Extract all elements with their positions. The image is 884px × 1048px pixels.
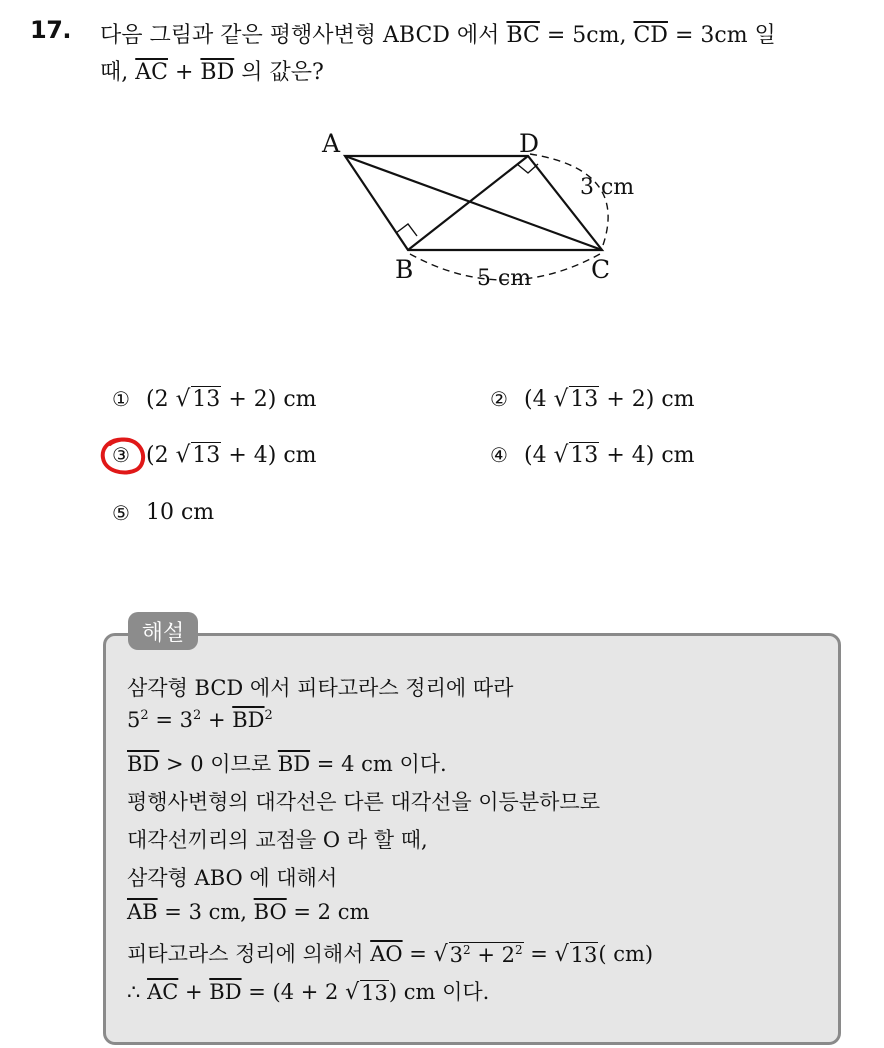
exponent: 2 bbox=[463, 943, 471, 957]
choice-2[interactable] bbox=[486, 386, 695, 412]
segment-bc: $\overline{BC}$ bbox=[506, 23, 540, 48]
sqrt-expression: √ 13 bbox=[553, 442, 599, 468]
segment-ac: $\overline{AC}$ bbox=[147, 980, 179, 1004]
sqrt-expression: √ 13 bbox=[345, 980, 388, 1005]
sqrt-expression: √ $3^2 + 2^2$ bbox=[433, 942, 523, 967]
exponent: 2 bbox=[140, 708, 149, 723]
vertex-label-b: B bbox=[395, 255, 414, 284]
segment-bd: $\overline{BD}$ bbox=[232, 708, 265, 732]
segment-bo: $\overline{BO}$ bbox=[253, 900, 287, 924]
sqrt-expression: √ 13 bbox=[175, 386, 221, 412]
radicand: 13 bbox=[192, 387, 221, 412]
choice-number: ① bbox=[112, 387, 130, 411]
bc-value: = 5cm, bbox=[546, 23, 627, 48]
segment-bd: $\overline{BD}$ bbox=[127, 752, 160, 776]
side-label-cd: 3 cm bbox=[580, 175, 635, 200]
choice-rest: + 4) cm bbox=[228, 442, 317, 468]
choice-rest: + 2) cm bbox=[606, 386, 695, 412]
text: ) cm 이다. bbox=[388, 980, 490, 1004]
explanation-line-7 bbox=[127, 900, 369, 924]
explanation-tab: 해설 bbox=[128, 612, 198, 650]
segment-bd: $\overline{BD}$ bbox=[209, 980, 242, 1004]
question-line-2 bbox=[100, 55, 324, 86]
text: 피타고라스 정리에 의해서 bbox=[127, 942, 364, 966]
segment-ao: $\overline{AO}$ bbox=[370, 942, 403, 966]
text: = 3 cm, bbox=[164, 900, 247, 924]
choice-open: (4 bbox=[524, 386, 547, 412]
sqrt-expression: √ 13 bbox=[553, 386, 599, 412]
plus-sign: + bbox=[174, 60, 194, 85]
choice-rest: + 2) cm bbox=[228, 386, 317, 412]
explanation-line-5: 대각선끼리의 교점을 O 라 할 때, bbox=[127, 828, 428, 852]
side-label-bc: 5 cm bbox=[477, 266, 532, 291]
text: = (4 + 2 bbox=[248, 980, 339, 1004]
question-suffix: 의 값은? bbox=[241, 60, 324, 85]
parallelogram-figure bbox=[300, 118, 660, 298]
question-prefix: 때, bbox=[100, 60, 129, 85]
question-line-1 bbox=[100, 18, 776, 49]
plus-sign: + bbox=[184, 980, 203, 1004]
choice-5[interactable] bbox=[108, 500, 214, 525]
choice-number: ④ bbox=[490, 443, 508, 467]
right-angle-mark-b bbox=[396, 224, 417, 236]
explanation-line-2 bbox=[127, 708, 273, 732]
explanation-line-6: 삼각형 ABO 에 대해서 bbox=[127, 866, 338, 890]
equals: = bbox=[409, 942, 427, 966]
exponent: 2 bbox=[192, 708, 202, 723]
answer-circle-mark bbox=[98, 434, 150, 478]
vertex-label-d: D bbox=[519, 129, 540, 158]
choice-number: ② bbox=[490, 387, 508, 411]
exponent: 2 bbox=[514, 943, 523, 957]
vertex-label-a: A bbox=[322, 129, 341, 158]
choice-open: (2 bbox=[146, 386, 169, 412]
radicand: 13 bbox=[570, 387, 599, 412]
text: = 4 cm 이다. bbox=[316, 752, 447, 776]
choice-open: (4 bbox=[524, 442, 547, 468]
radicand: 13 bbox=[192, 443, 221, 468]
term: + 2 bbox=[477, 943, 515, 967]
choice-number: ⑤ bbox=[112, 500, 130, 525]
radicand: 13 bbox=[570, 443, 599, 468]
explanation-line-3 bbox=[127, 748, 447, 778]
segment-ab: $\overline{AB}$ bbox=[127, 900, 158, 924]
question-text: 다음 그림과 같은 평행사변형 ABCD 에서 bbox=[100, 23, 500, 48]
question-number: 17. bbox=[30, 16, 72, 44]
term: = 3 bbox=[155, 708, 193, 732]
vertex-label-c: C bbox=[591, 255, 611, 284]
explanation-line-4: 평행사변형의 대각선은 다른 대각선을 이등분하므로 bbox=[127, 790, 600, 814]
unit: ( cm) bbox=[598, 942, 654, 966]
sqrt-expression: √ 13 bbox=[554, 942, 598, 967]
choice-4[interactable] bbox=[486, 442, 695, 468]
plus-sign: + bbox=[207, 708, 226, 732]
dashed-arc-cd bbox=[530, 154, 608, 248]
term: 3 bbox=[449, 943, 463, 967]
explanation-line-8 bbox=[127, 938, 653, 968]
therefore-symbol: ∴ bbox=[127, 980, 141, 1004]
diagonal-bd bbox=[408, 156, 528, 250]
choice-number: ③ bbox=[112, 443, 130, 467]
radicand: 13 bbox=[570, 943, 598, 967]
equals: = bbox=[530, 942, 548, 966]
text: > 0 이므로 bbox=[165, 752, 272, 776]
radicand: 13 bbox=[361, 981, 388, 1005]
term: 5 bbox=[127, 708, 141, 732]
explanation-line-9 bbox=[127, 976, 489, 1006]
choice-1[interactable] bbox=[108, 386, 317, 412]
sqrt-expression: √ 13 bbox=[175, 442, 221, 468]
text: = 2 cm bbox=[293, 900, 370, 924]
cd-value: = 3cm 일 bbox=[674, 23, 776, 48]
exponent: 2 bbox=[264, 708, 273, 723]
explanation-line-1: 삼각형 BCD 에서 피타고라스 정리에 따라 bbox=[127, 676, 514, 700]
choice-rest: + 4) cm bbox=[606, 442, 695, 468]
choice-open: (2 bbox=[146, 442, 169, 468]
choice-text: 10 cm bbox=[146, 500, 215, 525]
segment-bd: $\overline{BD}$ bbox=[277, 752, 311, 776]
diagonal-ac bbox=[345, 156, 602, 250]
segment-ac: $\overline{AC}$ bbox=[135, 60, 168, 85]
segment-bd: $\overline{BD}$ bbox=[200, 60, 235, 85]
segment-cd: $\overline{CD}$ bbox=[633, 23, 668, 48]
